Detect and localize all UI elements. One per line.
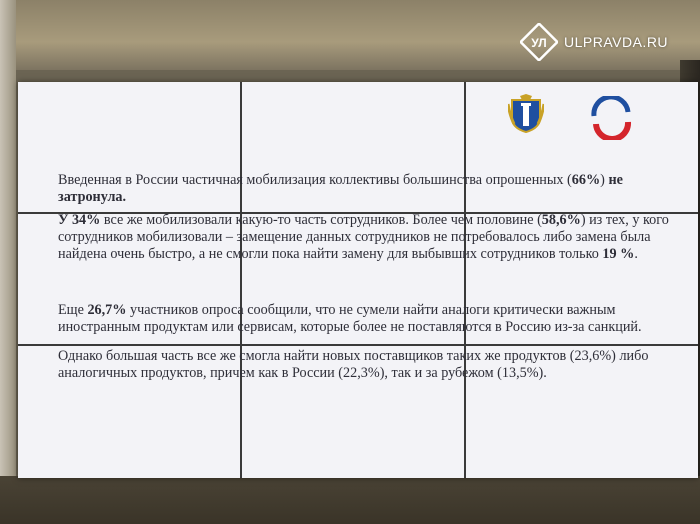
coat-of-arms-icon [508,94,544,134]
paragraph-value: 58,6% [541,212,581,228]
paragraph-value: 66% [571,172,601,188]
paragraph-text: Введенная в России частичная мобилизация коллективы большинства опрошенных ( [58,172,572,188]
slide-paragraph-1 [58,172,678,206]
paragraph-text: Еще [58,302,88,318]
room-left-wall [0,0,16,524]
paragraph-value: У 34% [58,212,101,228]
paragraph-value: 13,5% [501,365,539,381]
paragraph-text: Однако большая часть все же смогла найти новых поставщиков таких же продуктов ( [58,348,575,364]
presentation-screen [18,82,698,478]
brand-logo-icon [588,96,632,140]
paragraph-text: ) из тех, у кого сотрудников мобилизовали – замещение данных сотрудников не потребовалось либо замена была найдена очень быстро, а не смогли пока найти замену для выбывших сотрудников только [58,212,669,262]
paragraph-text: ), так и за рубежом ( [379,365,502,381]
paragraph-text: ) [600,172,609,188]
slide-paragraph-2 [58,212,678,263]
room-floor [0,476,700,524]
paragraph-emphasis: не затронула [58,172,623,205]
paragraph-text: . [122,189,127,205]
paragraph-value: 22,3% [343,365,380,381]
screen-seam [240,82,242,478]
paragraph-text: все же мобилизовали какую-то часть сотрудников. Более чем половине ( [100,212,542,228]
slide-paragraph-4 [58,348,678,382]
screen-seam [464,82,466,478]
paragraph-text: участников опроса сообщили, что не сумели найти аналоги критически важным иностранным продуктам или сервисам, которые более не поставляются в Россию из-за санкций. [58,302,642,335]
paragraph-value: 23,6% [574,348,612,364]
watermark-mark-text: УЛ [531,36,547,50]
site-watermark [520,24,668,60]
paragraph-value: 19 % [602,246,635,262]
slide-paragraph-3 [58,302,678,336]
watermark-logo-icon [520,23,558,61]
paragraph-text: ) либо аналогичных продуктов, причем как в России ( [58,348,649,381]
paragraph-text: ). [538,365,547,381]
paragraph-value: 26,7% [87,302,127,318]
paragraph-text: . [634,246,638,262]
screen-seam [18,344,698,346]
watermark-text: ULPRAVDA.RU [564,34,669,50]
